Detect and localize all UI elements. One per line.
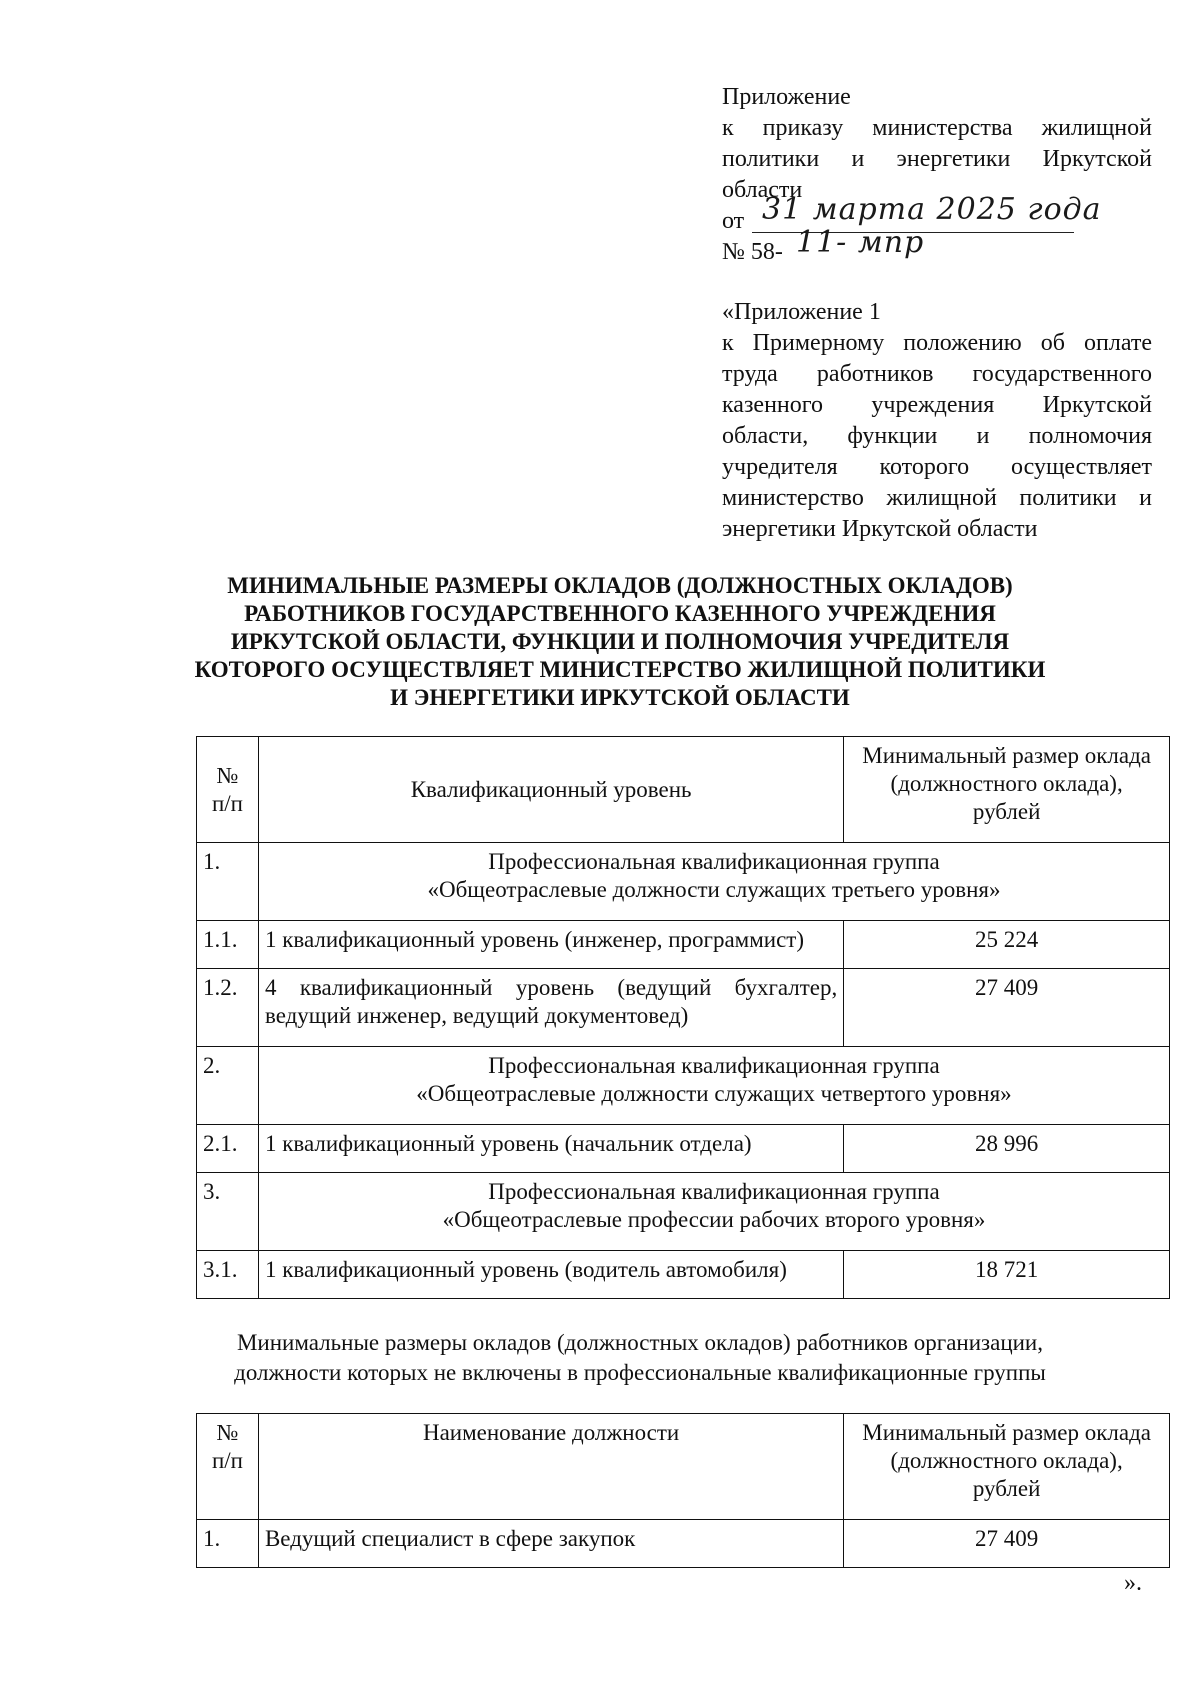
- title-line: МИНИМАЛЬНЫЕ РАЗМЕРЫ ОКЛАДОВ (ДОЛЖНОСТНЫХ ОКЛАДОВ): [227, 573, 1013, 598]
- header-num: [197, 737, 259, 843]
- sub-appendix-label: «Приложение 1: [722, 299, 881, 325]
- row-salary: 25 224: [844, 921, 1170, 969]
- closing-quote: ».: [1124, 1570, 1142, 1596]
- group-title-line: «Общеотраслевые профессии рабочих второго уровня»: [442, 1207, 986, 1232]
- row-num: 1.: [197, 1520, 259, 1568]
- paragraph-line: должности которых не включены в профессиональные квалификационные группы: [234, 1360, 1046, 1385]
- header-salary: [844, 737, 1170, 843]
- group-title-line: Профессиональная квалификационная группа: [488, 1053, 940, 1078]
- header-num-line: п/п: [211, 1448, 243, 1473]
- handwritten-number: 11- мпр: [796, 225, 925, 260]
- header-num-line: №: [216, 1420, 239, 1445]
- row-name: 1 квалификационный уровень (инженер, программист): [258, 921, 843, 969]
- sub-appendix: [722, 297, 1152, 545]
- group-row: [197, 1047, 1170, 1125]
- handwritten-date: 31 марта 2025 года: [762, 192, 1102, 227]
- header-num: [197, 1414, 259, 1520]
- table-row: [197, 1125, 1170, 1173]
- group-title: [258, 1047, 1169, 1125]
- sub-appendix-line: казенного учреждения Иркутской: [722, 392, 1152, 418]
- row-salary: 27 409: [844, 969, 1170, 1047]
- group-num: 3.: [197, 1173, 259, 1251]
- header-level: Квалификационный уровень: [258, 737, 843, 843]
- sub-appendix-line: области, функции и полномочия: [722, 423, 1152, 449]
- row-name: 1 квалификационный уровень (водитель автомобиля): [258, 1251, 843, 1299]
- header-salary: [844, 1414, 1170, 1520]
- date-row: [722, 192, 1152, 237]
- group-title-line: «Общеотраслевые должности служащих четвертого уровня»: [416, 1081, 1012, 1106]
- paragraph-line: Минимальные размеры окладов (должностных окладов) работников организации,: [236, 1330, 1043, 1355]
- row-salary: 18 721: [844, 1251, 1170, 1299]
- appendix-line: области: [722, 177, 803, 203]
- group-title-line: Профессиональная квалификационная группа: [488, 1179, 940, 1204]
- group-title-line: Профессиональная квалификационная группа: [488, 849, 940, 874]
- row-num: 1.2.: [197, 969, 259, 1047]
- table-header-row: [197, 1414, 1170, 1520]
- sub-appendix-line: министерство жилищной политики и: [722, 485, 1152, 511]
- table-header-row: [197, 737, 1170, 843]
- group-num: 2.: [197, 1047, 259, 1125]
- header-position: Наименование должности: [258, 1414, 843, 1520]
- table-row: [197, 921, 1170, 969]
- row-name: 1 квалификационный уровень (начальник отдела): [258, 1125, 843, 1173]
- table-row: [197, 969, 1170, 1047]
- row-num: 2.1.: [197, 1125, 259, 1173]
- header-salary-line: Минимальный размер оклада: [862, 743, 1151, 768]
- header-num-line: п/п: [211, 790, 243, 816]
- appendix-label: Приложение: [722, 84, 851, 110]
- header-salary-line: рублей: [972, 799, 1041, 824]
- title-line: И ЭНЕРГЕТИКИ ИРКУТСКОЙ ОБЛАСТИ: [390, 685, 850, 710]
- title-line: РАБОТНИКОВ ГОСУДАРСТВЕННОГО КАЗЕННОГО УЧРЕЖДЕНИЯ: [244, 601, 996, 626]
- row-salary: 27 409: [844, 1520, 1170, 1568]
- group-num: 1.: [197, 843, 259, 921]
- group-title-line: «Общеотраслевые должности служащих третьего уровня»: [427, 877, 1001, 902]
- row-salary: 28 996: [844, 1125, 1170, 1173]
- table-row: [197, 1251, 1170, 1299]
- sub-appendix-line: энергетики Иркутской области: [722, 516, 1038, 542]
- number-row: [722, 225, 1152, 268]
- date-prefix: от: [722, 208, 745, 234]
- row-name: 4 квалификационный уровень (ведущий бухгалтер, ведущий инженер, ведущий документовед): [258, 969, 843, 1047]
- group-row: [197, 843, 1170, 921]
- sub-appendix-line: к Примерному положению об оплате: [722, 330, 1152, 356]
- header-salary-line: рублей: [972, 1476, 1041, 1501]
- row-num: 1.1.: [197, 921, 259, 969]
- header-salary-line: (должностного оклада),: [890, 1448, 1123, 1473]
- sub-appendix-line: учредителя которого осуществляет: [722, 454, 1152, 480]
- title-line: КОТОРОГО ОСУЩЕСТВЛЯЕТ МИНИСТЕРСТВО ЖИЛИЩНОЙ ПОЛИТИКИ: [194, 657, 1046, 682]
- group-title: [258, 1173, 1169, 1251]
- group-title: [258, 843, 1169, 921]
- group-row: [197, 1173, 1170, 1251]
- document-title: [160, 572, 1080, 712]
- header-salary-line: Минимальный размер оклада: [862, 1420, 1151, 1445]
- appendix-header: [722, 82, 1152, 268]
- sub-appendix-line: труда работников государственного: [722, 361, 1152, 387]
- salary-table-pkg: [196, 736, 1170, 1299]
- row-num: 3.1.: [197, 1251, 259, 1299]
- non-pkg-paragraph: [150, 1328, 1130, 1388]
- appendix-line: к приказу министерства жилищной: [722, 115, 1152, 141]
- appendix-line: политики и энергетики Иркутской: [722, 146, 1152, 172]
- header-num-line: №: [216, 762, 239, 788]
- number-prefix: № 58-: [722, 239, 783, 265]
- table-row: [197, 1520, 1170, 1568]
- title-line: ИРКУТСКОЙ ОБЛАСТИ, ФУНКЦИИ И ПОЛНОМОЧИЯ УЧРЕДИТЕЛЯ: [230, 629, 1010, 654]
- header-salary-line: (должностного оклада),: [890, 771, 1123, 796]
- salary-table-other: [196, 1413, 1170, 1568]
- row-name: Ведущий специалист в сфере закупок: [258, 1520, 843, 1568]
